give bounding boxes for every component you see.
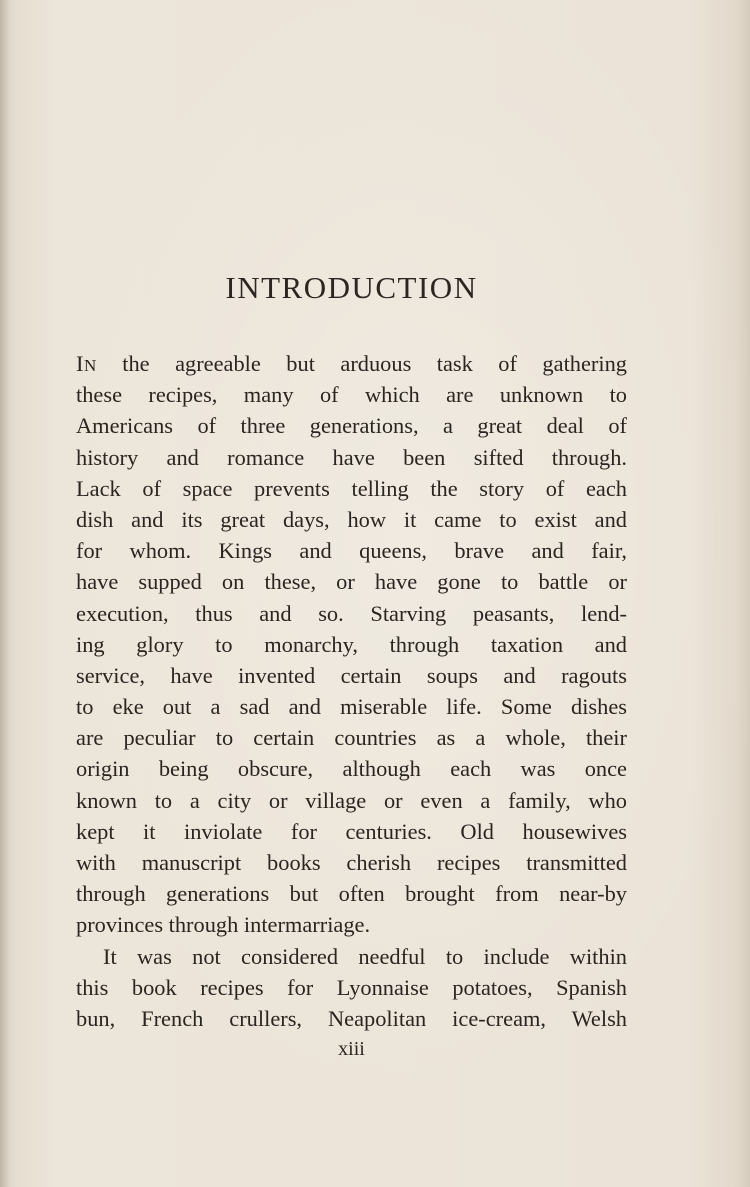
page-title: INTRODUCTION [225, 270, 478, 305]
text-line: have supped on these, or have gone to battle or [76, 569, 627, 595]
text-line [76, 348, 627, 379]
text-line: history and romance have been sifted through. [76, 444, 627, 470]
text-line: execution, thus and so. Starving peasants, lend- [76, 600, 627, 626]
text-line: It was not considered needful to include within [103, 943, 627, 969]
text-line: known to a city or village or even a family, who [76, 787, 627, 813]
text-line: to eke out a sad and miserable life. Some dishes [76, 694, 627, 720]
body-text [76, 348, 627, 1034]
text-line: provinces through intermarriage. [76, 912, 371, 938]
text-line: for whom. Kings and queens, brave and fair, [76, 538, 627, 564]
text-line: dish and its great days, how it came to exist and [76, 506, 627, 532]
text-line: are peculiar to certain countries as a whole, their [76, 725, 627, 751]
text-line: origin being obscure, although each was once [76, 756, 627, 782]
text-line: these recipes, many of which are unknown to [76, 382, 627, 408]
text-line: with manuscript books cherish recipes transmitted [76, 850, 627, 875]
text-line: bun, French crullers, Neapolitan ice-cream, Welsh [76, 1005, 627, 1031]
page-gutter-shadow [0, 0, 10, 1187]
drop-lead-word: IN [76, 351, 97, 376]
text-line: ing glory to monarchy, through taxation and [76, 631, 627, 657]
text-line: through generations but often brought from near-by [76, 881, 627, 907]
text-line: this book recipes for Lyonnaise potatoes, Spanish [76, 974, 627, 1000]
text-line-rest: the agreeable but arduous task of gathering [96, 351, 627, 376]
paragraph-1 [76, 348, 627, 941]
text-line: Lack of space prevents telling the story of each [76, 475, 627, 501]
paragraph-2 [76, 941, 627, 1035]
page-number: xiii [338, 1038, 365, 1060]
text-line: kept it inviolate for centuries. Old housewives [76, 818, 627, 844]
text-line: service, have invented certain soups and ragouts [76, 662, 627, 688]
text-line: Americans of three generations, a great deal of [76, 413, 627, 439]
